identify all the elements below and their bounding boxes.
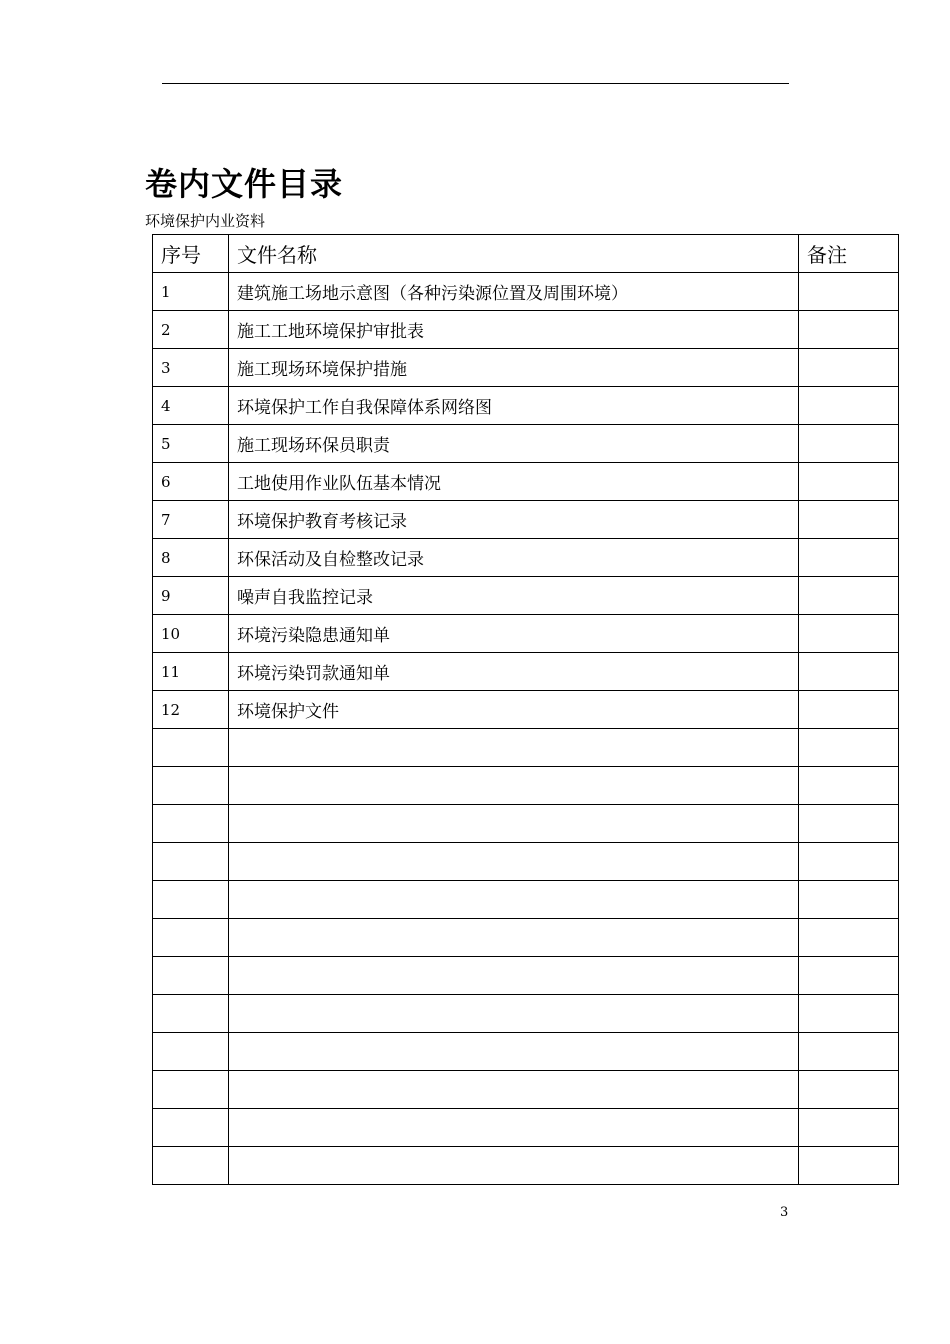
- row-serial-number: 6: [153, 463, 229, 501]
- row-serial-number: [153, 767, 229, 805]
- header-remarks: 备注: [799, 235, 899, 273]
- row-remarks: [799, 577, 899, 615]
- row-remarks: [799, 501, 899, 539]
- row-serial-number: 7: [153, 501, 229, 539]
- row-file-name: [229, 1033, 799, 1071]
- table-row: [153, 919, 899, 957]
- row-file-name: 工地使用作业队伍基本情况: [229, 463, 799, 501]
- row-serial-number: [153, 1147, 229, 1185]
- table-row: [153, 1071, 899, 1109]
- row-serial-number: 8: [153, 539, 229, 577]
- document-title: 卷内文件目录: [145, 165, 344, 203]
- table-row: [153, 1147, 899, 1185]
- row-file-name: 环境保护文件: [229, 691, 799, 729]
- row-serial-number: [153, 881, 229, 919]
- table-row: [153, 539, 899, 577]
- table-row: [153, 995, 899, 1033]
- row-serial-number: 9: [153, 577, 229, 615]
- table-row: [153, 653, 899, 691]
- row-file-name: 建筑施工场地示意图（各种污染源位置及周围环境）: [229, 273, 799, 311]
- row-file-name: 环境污染隐患通知单: [229, 615, 799, 653]
- table-row: [153, 615, 899, 653]
- row-remarks: [799, 995, 899, 1033]
- row-file-name: 施工工地环境保护审批表: [229, 311, 799, 349]
- table-row: [153, 311, 899, 349]
- table-row: [153, 691, 899, 729]
- row-remarks: [799, 349, 899, 387]
- row-remarks: [799, 273, 899, 311]
- row-serial-number: [153, 995, 229, 1033]
- row-file-name: [229, 767, 799, 805]
- row-remarks: [799, 311, 899, 349]
- table-row: [153, 805, 899, 843]
- document-subtitle: 环境保护内业资料: [145, 212, 266, 230]
- row-file-name: 施工现场环境保护措施: [229, 349, 799, 387]
- table-row: [153, 767, 899, 805]
- row-remarks: [799, 1071, 899, 1109]
- row-serial-number: 4: [153, 387, 229, 425]
- row-file-name: 环境保护教育考核记录: [229, 501, 799, 539]
- table-row: [153, 349, 899, 387]
- table-row: [153, 463, 899, 501]
- row-file-name: [229, 1147, 799, 1185]
- row-serial-number: 10: [153, 615, 229, 653]
- row-remarks: [799, 1109, 899, 1147]
- row-remarks: [799, 425, 899, 463]
- table-row: [153, 881, 899, 919]
- header-file-name: 文件名称: [229, 235, 799, 273]
- row-remarks: [799, 767, 899, 805]
- page-number: 3: [780, 1205, 789, 1220]
- row-serial-number: [153, 1109, 229, 1147]
- row-remarks: [799, 463, 899, 501]
- row-remarks: [799, 1033, 899, 1071]
- table-row: [153, 577, 899, 615]
- table-row: [153, 501, 899, 539]
- row-remarks: [799, 805, 899, 843]
- header-rule: [162, 83, 789, 84]
- row-serial-number: [153, 843, 229, 881]
- table-row: [153, 729, 899, 767]
- table-row: [153, 273, 899, 311]
- table-row: [153, 1033, 899, 1071]
- row-file-name: [229, 1109, 799, 1147]
- row-file-name: [229, 1071, 799, 1109]
- row-serial-number: [153, 1033, 229, 1071]
- file-catalog-table: [152, 234, 899, 1185]
- table-row: [153, 425, 899, 463]
- row-file-name: 施工现场环保员职责: [229, 425, 799, 463]
- row-remarks: [799, 387, 899, 425]
- row-file-name: [229, 805, 799, 843]
- row-file-name: [229, 881, 799, 919]
- row-serial-number: [153, 805, 229, 843]
- table-row: [153, 957, 899, 995]
- row-serial-number: 2: [153, 311, 229, 349]
- row-file-name: 噪声自我监控记录: [229, 577, 799, 615]
- row-remarks: [799, 919, 899, 957]
- row-file-name: 环境保护工作自我保障体系网络图: [229, 387, 799, 425]
- row-serial-number: 5: [153, 425, 229, 463]
- table-row: [153, 843, 899, 881]
- row-file-name: 环境污染罚款通知单: [229, 653, 799, 691]
- table-row: [153, 1109, 899, 1147]
- row-file-name: [229, 957, 799, 995]
- row-serial-number: 12: [153, 691, 229, 729]
- row-remarks: [799, 615, 899, 653]
- row-serial-number: 11: [153, 653, 229, 691]
- row-file-name: [229, 843, 799, 881]
- row-remarks: [799, 1147, 899, 1185]
- row-serial-number: [153, 729, 229, 767]
- row-serial-number: [153, 1071, 229, 1109]
- row-serial-number: 3: [153, 349, 229, 387]
- row-file-name: [229, 995, 799, 1033]
- table-row: [153, 387, 899, 425]
- row-file-name: 环保活动及自检整改记录: [229, 539, 799, 577]
- header-serial-number: 序号: [153, 235, 229, 273]
- row-remarks: [799, 539, 899, 577]
- row-serial-number: 1: [153, 273, 229, 311]
- row-remarks: [799, 957, 899, 995]
- row-remarks: [799, 729, 899, 767]
- row-remarks: [799, 881, 899, 919]
- table-header-row: [153, 235, 899, 273]
- row-file-name: [229, 729, 799, 767]
- row-serial-number: [153, 957, 229, 995]
- row-serial-number: [153, 919, 229, 957]
- row-remarks: [799, 653, 899, 691]
- row-file-name: [229, 919, 799, 957]
- row-remarks: [799, 843, 899, 881]
- row-remarks: [799, 691, 899, 729]
